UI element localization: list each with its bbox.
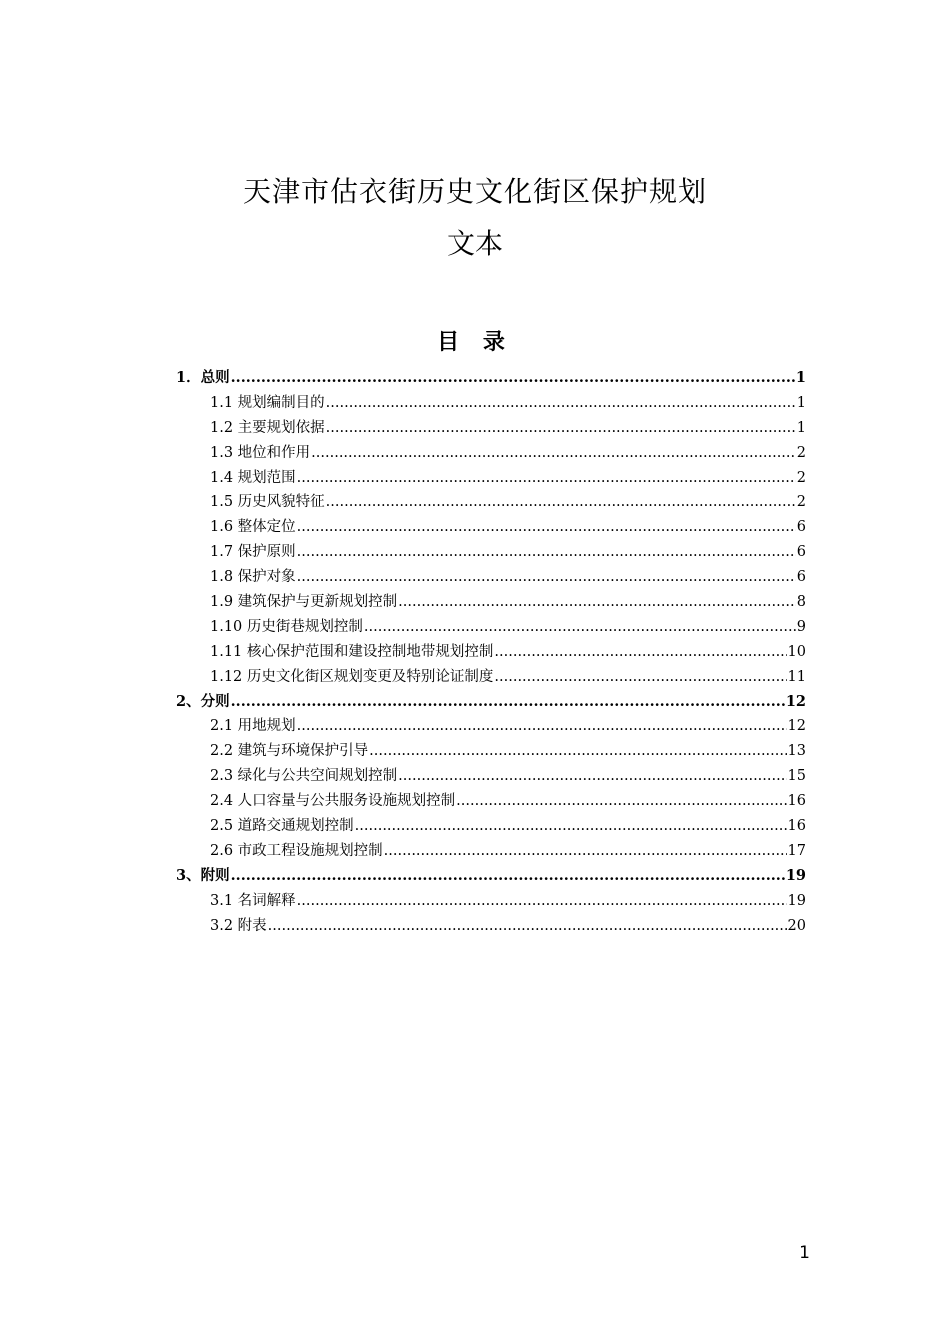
toc-heading: 目 录 xyxy=(437,330,513,355)
dot-leader xyxy=(398,594,796,610)
dot-leader xyxy=(326,494,796,510)
toc-entry-page: 16 xyxy=(787,818,806,835)
toc-section[interactable] xyxy=(176,366,806,391)
toc-entry-page: 2 xyxy=(796,469,806,486)
toc-entry[interactable] xyxy=(176,889,806,914)
toc-entry[interactable] xyxy=(176,665,806,690)
toc-entry[interactable] xyxy=(176,914,806,939)
toc-entry-page: 6 xyxy=(796,519,806,536)
toc-entry-page: 2 xyxy=(796,444,806,461)
toc-entry-page: 12 xyxy=(785,692,806,710)
toc-entry[interactable] xyxy=(176,565,806,590)
toc-entry-label: 2、分则 xyxy=(176,692,230,710)
toc-entry-label: 2.6 市政工程设施规划控制 xyxy=(210,842,383,859)
toc-entry-page: 19 xyxy=(787,892,806,909)
toc-entry-label: 1.6 整体定位 xyxy=(210,519,296,536)
toc-entry-page: 11 xyxy=(787,668,806,685)
toc-entry[interactable] xyxy=(176,814,806,839)
dot-leader xyxy=(326,420,796,436)
dot-leader xyxy=(231,369,795,386)
dot-leader xyxy=(297,718,787,734)
toc-entry-label: 3、附则 xyxy=(176,866,230,884)
toc-entry-label: 2.2 建筑与环境保护引导 xyxy=(210,743,369,760)
toc-entry-label: 1.8 保护对象 xyxy=(210,569,296,586)
dot-leader xyxy=(297,519,796,535)
dot-leader xyxy=(297,544,796,560)
toc-entry-label: 1.10 历史街巷规划控制 xyxy=(210,618,363,635)
dot-leader xyxy=(494,644,786,660)
toc-entry[interactable] xyxy=(176,640,806,665)
toc-entry[interactable] xyxy=(176,789,806,814)
toc-entry-label: 1.1 规划编制目的 xyxy=(210,394,325,411)
toc-entry-page: 8 xyxy=(796,594,806,611)
dot-leader xyxy=(231,867,785,884)
toc-entry-page: 6 xyxy=(796,569,806,586)
toc-entry-label: 3.1 名词解释 xyxy=(210,892,296,909)
toc-entry-page: 20 xyxy=(787,917,806,934)
toc-entry[interactable] xyxy=(176,416,806,441)
toc-entry[interactable] xyxy=(176,714,806,739)
toc-entry-label: 1.3 地位和作用 xyxy=(210,444,311,461)
dot-leader xyxy=(311,445,796,461)
toc-entry-label: 2.1 用地规划 xyxy=(210,718,296,735)
toc-entry-page: 1 xyxy=(795,369,806,386)
toc-section[interactable] xyxy=(176,690,806,715)
dot-leader xyxy=(369,743,786,759)
toc-entry-page: 19 xyxy=(785,866,806,884)
document-subtitle: 文本 xyxy=(446,227,503,260)
toc-entry[interactable] xyxy=(176,515,806,540)
toc-entry-page: 15 xyxy=(787,768,806,785)
toc-entry-page: 16 xyxy=(787,793,806,810)
toc-entry[interactable] xyxy=(176,490,806,515)
dot-leader xyxy=(384,843,787,859)
toc-entry-label: 1.11 核心保护范围和建设控制地带规划控制 xyxy=(210,643,494,660)
toc-entry-label: 2.3 绿化与公共空间规划控制 xyxy=(210,768,398,785)
toc-entry-page: 2 xyxy=(796,494,806,511)
toc-entry[interactable] xyxy=(176,764,806,789)
toc-entry-page: 10 xyxy=(787,643,806,660)
dot-leader xyxy=(494,669,786,685)
toc-entry-label: 2.4 人口容量与公共服务设施规划控制 xyxy=(210,793,456,810)
toc-entry[interactable] xyxy=(176,839,806,864)
toc-entry-label: 1.4 规划范围 xyxy=(210,469,296,486)
toc-entry-label: 1.12 历史文化街区规划变更及特别论证制度 xyxy=(210,668,494,685)
toc-entry-label: 1.7 保护原则 xyxy=(210,544,296,561)
toc-entry-label: 3.2 附表 xyxy=(210,917,267,934)
document-title: 天津市估衣街历史文化街区保护规划 xyxy=(242,175,707,208)
dot-leader xyxy=(297,893,787,909)
toc-entry-page: 17 xyxy=(787,842,806,859)
toc-entry-page: 13 xyxy=(787,743,806,760)
toc-entry-label: 2.5 道路交通规划控制 xyxy=(210,818,354,835)
toc-entry[interactable] xyxy=(176,739,806,764)
toc-entry[interactable] xyxy=(176,615,806,640)
toc-section[interactable] xyxy=(176,864,806,889)
dot-leader xyxy=(231,693,785,710)
toc-entry-page: 1 xyxy=(796,419,806,436)
toc-entry-label: 1.2 主要规划依据 xyxy=(210,419,325,436)
dot-leader xyxy=(364,619,796,635)
page-number: 1 xyxy=(799,1243,810,1263)
dot-leader xyxy=(355,818,787,834)
dot-leader xyxy=(398,768,786,784)
toc-entry[interactable] xyxy=(176,441,806,466)
toc-entry-page: 6 xyxy=(796,544,806,561)
toc-entry[interactable] xyxy=(176,590,806,615)
dot-leader xyxy=(326,395,796,411)
toc-entry-page: 12 xyxy=(787,718,806,735)
dot-leader xyxy=(268,918,787,934)
dot-leader xyxy=(297,569,796,585)
table-of-contents xyxy=(176,366,806,938)
toc-entry-label: 1．总则 xyxy=(176,369,230,386)
dot-leader xyxy=(297,470,796,486)
toc-entry-page: 1 xyxy=(796,394,806,411)
toc-entry[interactable] xyxy=(176,466,806,491)
toc-entry[interactable] xyxy=(176,391,806,416)
toc-entry-label: 1.9 建筑保护与更新规划控制 xyxy=(210,594,398,611)
toc-entry-label: 1.5 历史风貌特征 xyxy=(210,494,325,511)
toc-entry-page: 9 xyxy=(796,618,806,635)
dot-leader xyxy=(456,793,786,809)
toc-entry[interactable] xyxy=(176,540,806,565)
